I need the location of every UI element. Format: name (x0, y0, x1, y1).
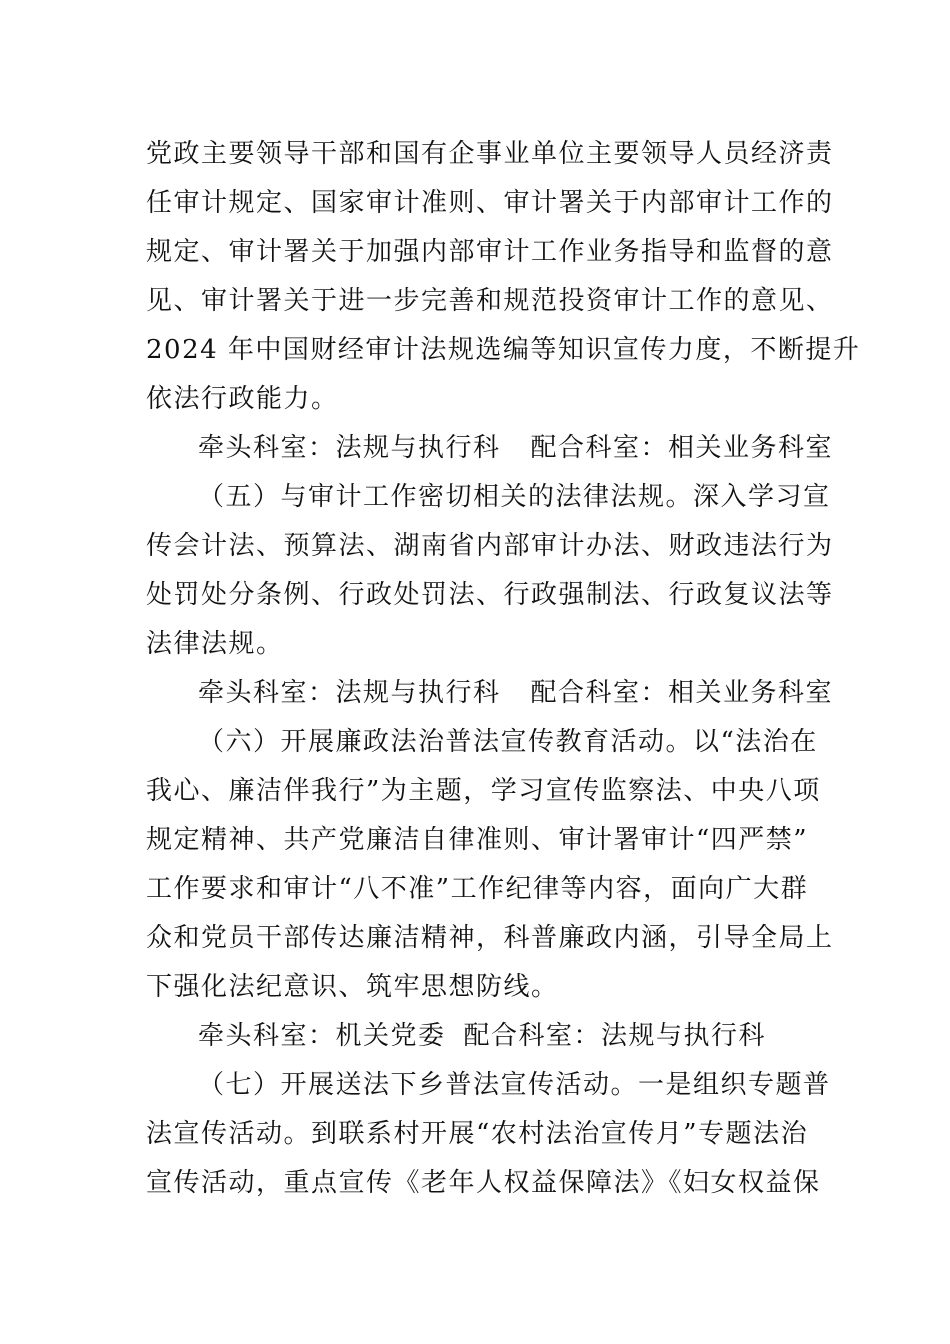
section-heading-5: （五）与审计工作密切相关的法律法规。深入学习宣 (198, 482, 831, 512)
text-line: 众和党员干部传达廉洁精神，科普廉政内涵，引导全局上 (146, 923, 834, 953)
text-line: 我心、廉洁伴我行”为主题，学习宣传监察法、中央八项 (146, 776, 821, 806)
text-line: 下强化法纪意识、筑牢思想防线。 (146, 972, 559, 1002)
assist-department: 配合科室：相关业务科室 (530, 433, 834, 463)
lead-department: 牵头科室：机关党委 (198, 1021, 446, 1051)
text-line: 2024 年中国财经审计法规选编等知识宣传力度，不断提升 (146, 335, 861, 365)
assist-department: 配合科室：相关业务科室 (530, 678, 834, 708)
assignment-line (146, 669, 834, 718)
text-line: 依法行政能力。 (146, 384, 339, 414)
text-line: 规定、审计署关于加强内部审计工作业务指导和监督的意 (146, 237, 834, 267)
assignment-line (146, 1012, 826, 1061)
section-heading-6: （六）开展廉政法治普法宣传教育活动。以“法治在 (198, 727, 818, 757)
text-line: 宣传活动，重点宣传《老年人权益保障法》《妇女权益保 (146, 1168, 821, 1198)
lead-department: 牵头科室：法规与执行科 (198, 433, 501, 463)
text-line: 处罚处分条例、行政处罚法、行政强制法、行政复议法等 (146, 580, 834, 610)
text-line: 法律法规。 (146, 629, 284, 659)
assist-department: 配合科室：法规与执行科 (463, 1021, 767, 1051)
text-line: 工作要求和审计“八不准”工作纪律等内容，面向广大群 (146, 874, 809, 904)
lead-department: 牵头科室：法规与执行科 (198, 678, 501, 708)
assignment-line (146, 424, 834, 473)
text-line: 见、审计署关于进一步完善和规范投资审计工作的意见、 (146, 286, 834, 316)
section-heading-7: （七）开展送法下乡普法宣传活动。一是组织专题普 (198, 1070, 831, 1100)
text-line: 法宣传活动。到联系村开展“农村法治宣传月”专题法治 (146, 1119, 809, 1149)
document-body (146, 130, 861, 1208)
text-line: 规定精神、共产党廉洁自律准则、审计署审计“四严禁” (146, 825, 809, 855)
text-line: 任审计规定、国家审计准则、审计署关于内部审计工作的 (146, 188, 834, 218)
text-line: 党政主要领导干部和国有企事业单位主要领导人员经济责 (146, 139, 834, 169)
text-line: 传会计法、预算法、湖南省内部审计办法、财政违法行为 (146, 531, 834, 561)
